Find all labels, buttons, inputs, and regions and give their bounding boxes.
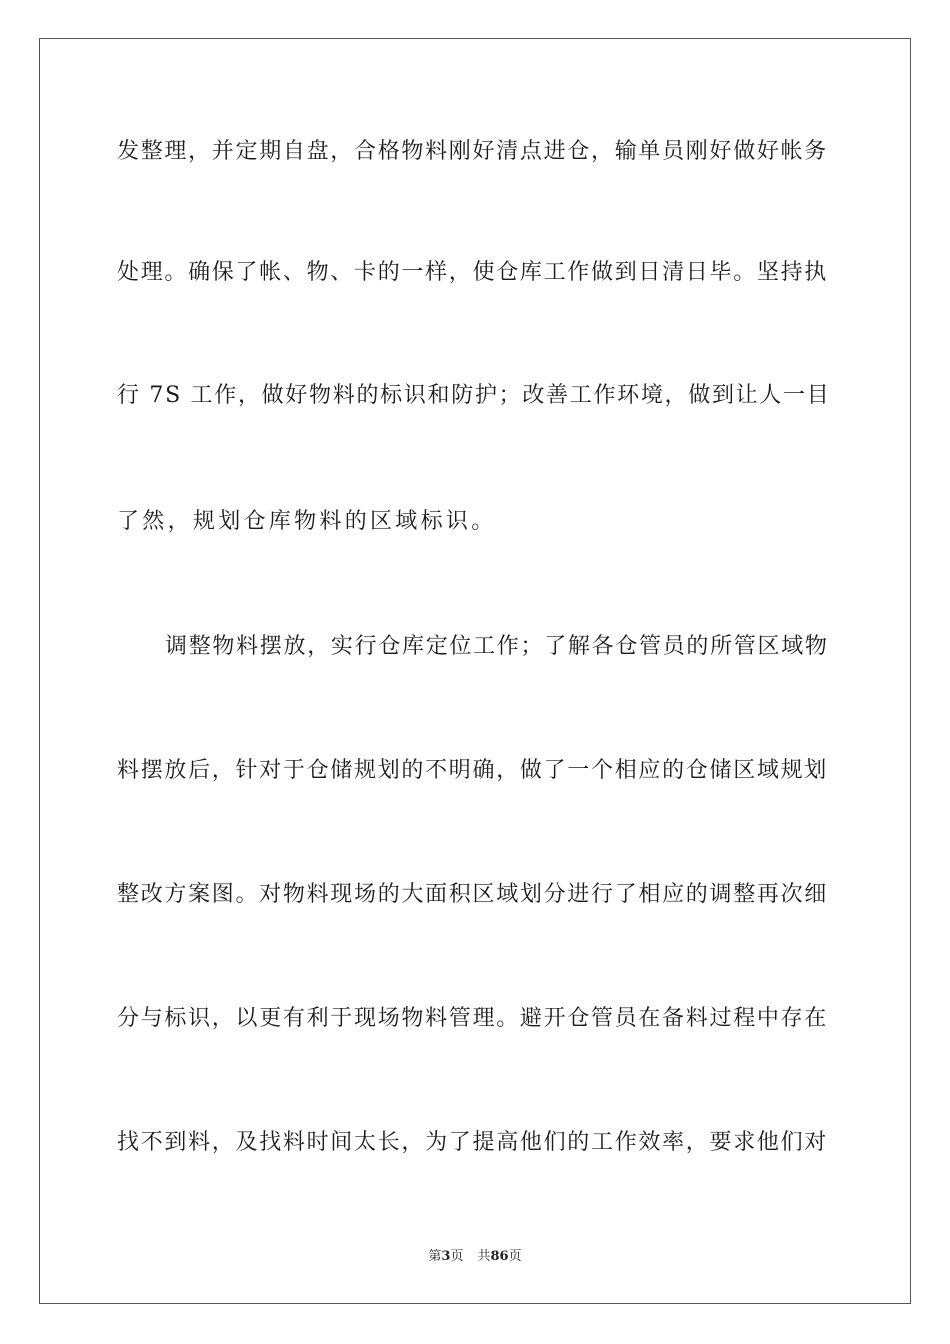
- page-footer: [0, 1248, 950, 1266]
- paragraph-line: 发整理，并定期自盘，合格物料刚好清点进仓，输单员刚好做好帐务: [117, 139, 829, 164]
- paragraph-line: 分与标识，以更有利于现场物料管理。避开仓管员在备料过程中存在: [117, 1006, 829, 1031]
- paragraph-line: 了然，规划仓库物料的区域标识。: [117, 509, 497, 534]
- total-suffix: 页: [508, 1249, 522, 1264]
- paragraph-line: 调整物料摆放，实行仓库定位工作；了解各仓管员的所管区域物: [165, 634, 829, 659]
- page-border: [39, 38, 911, 1304]
- paragraph-line: 找不到料，及找料时间太长，为了提高他们的工作效率，要求他们对: [117, 1130, 829, 1155]
- paragraph-line: 整改方案图。对物料现场的大面积区域划分进行了相应的调整再次细: [117, 882, 829, 907]
- current-page-number: 3: [441, 1249, 451, 1264]
- total-prefix: 共: [477, 1249, 491, 1264]
- page-prefix: 第: [428, 1249, 442, 1264]
- paragraph-line: 行 7S 工作，做好物料的标识和防护；改善工作环境，做到让人一目: [117, 383, 831, 408]
- paragraph-line: 料摆放后，针对于仓储规划的不明确，做了一个相应的仓储区域规划: [117, 758, 829, 783]
- page-suffix: 页: [450, 1249, 464, 1264]
- paragraph-line: 处理。确保了帐、物、卡的一样，使仓库工作做到日清日毕。坚持执: [117, 260, 829, 285]
- total-page-number: 86: [490, 1249, 509, 1264]
